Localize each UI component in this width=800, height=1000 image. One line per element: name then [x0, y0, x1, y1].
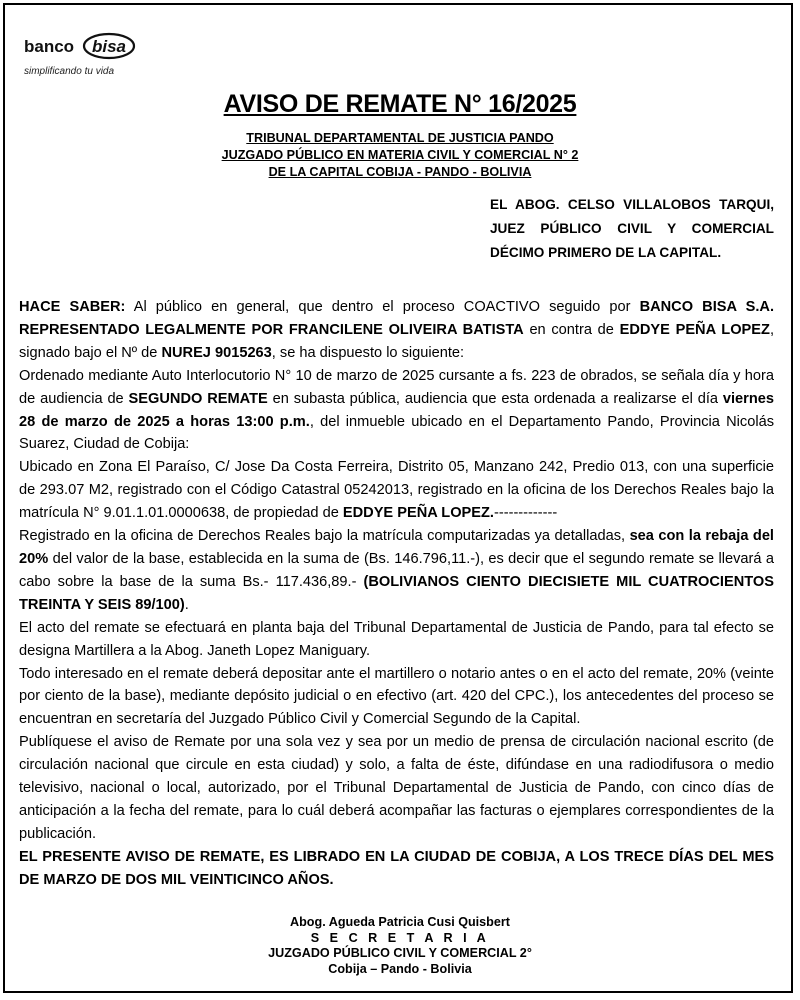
signature-office: JUZGADO PÚBLICO CIVIL Y COMERCIAL 2°: [268, 946, 532, 960]
bold-text-run: BANCO BISA S.A. REPRESENTADO LEGALMENTE POR FRANCILENE OLIVEIRA BATISTA: [19, 299, 774, 338]
text-run: en subasta pública, audiencia que esta ordenada a realizarse el día: [267, 390, 723, 407]
body-paragraph: [19, 731, 774, 846]
bold-text-run: EL PRESENTE AVISO DE REMATE, ES LIBRADO EN LA CIUDAD DE COBIJA, A LOS TRECE DÍAS DEL MES DE MARZO DE DOS MIL VEINTICINCO AÑOS.: [19, 848, 774, 888]
court-line-location: DE LA CAPITAL COBIJA - PANDO - BOLIVIA: [268, 165, 532, 179]
bold-text-run: HACE SABER:: [19, 299, 126, 315]
text-run: Ubicado en Zona El Paraíso, C/ Jose Da Costa Ferreira, Distrito 05, Manzano 242, Predio 013, con una superficie de 293.07 M2, registrado con el Código Catastral 05242013, registrado en la oficina de los Derechos Reales bajo la matrícula N° 9.01.1.01.0000638, de propiedad de: [19, 459, 774, 522]
notice-body: [19, 296, 774, 892]
notice-title: AVISO DE REMATE N° 16/2025: [223, 90, 577, 118]
text-run: Ordenado mediante Auto Interlocutorio N° 10 de marzo de 2025 cursante a fs. 223 de obrados, se señala día y hora de audiencia de: [19, 367, 774, 407]
court-header: [0, 130, 800, 181]
court-line-juzgado: JUZGADO PÚBLICO EN MATERIA CIVIL Y COMERCIAL N° 2: [221, 148, 579, 162]
text-run: Al público en general, que dentro el proceso COACTIVO seguido por: [125, 299, 640, 315]
text-run: , se ha dispuesto lo siguiente:: [271, 344, 465, 361]
bold-text-run: sea con la rebaja del 20%: [19, 528, 774, 567]
text-run: en contra de: [523, 321, 620, 338]
bold-text-run: EDDYE PEÑA LOPEZ.: [342, 505, 494, 522]
text-run: , signado bajo el Nº de: [19, 321, 774, 361]
bold-text-run: SEGUNDO REMATE: [128, 390, 268, 407]
text-run: Publíquese el aviso de Remate por una sola vez y sea por un medio de prensa de circulación nacional escrito (de circulación nacional que circule en esta ciudad) y solo, a falta de éste, difúndase en una radiodifusora o medio televisivo, nacional o local, autorizado, por el Tribunal Departamental de Justicia de Pando, con cinco días de anticipación a la fecha del remate, para lo cuál deberá acompañar las facturas o ejemplares correspondientes de la publicación.: [19, 734, 774, 842]
signature-name: Abog. Agueda Patricia Cusi Quisbert: [290, 915, 510, 929]
logo-tagline: simplificando tu vida: [24, 66, 115, 77]
signature-block: [0, 915, 800, 977]
text-run: Todo interesado en el remate deberá depositar ante el martillero o notario antes o en el acto del remate, 20% (veinte por ciento de la base), mediante depósito judicial o en efectivo (art. 420 del CPC.), los antecedentes del proceso se encuentran en secretaría del Juzgado Público Civil y Comercial Segundo de la Capital.: [19, 665, 774, 728]
text-run: Registrado en la oficina de Derechos Reales bajo la matrícula computarizadas ya detalladas,: [19, 528, 630, 545]
logo-brand-left: banco: [24, 37, 75, 56]
body-paragraph: [19, 456, 774, 525]
logo-brand-right: bisa: [91, 37, 127, 56]
judge-statement: EL ABOG. CELSO VILLALOBOS TARQUI, JUEZ PÚBLICO CIVIL Y COMERCIAL DÉCIMO PRIMERO DE LA CAPITAL.: [490, 197, 774, 260]
body-paragraph: [19, 525, 774, 617]
signature-location: Cobija – Pando - Bolivia: [328, 961, 472, 976]
text-run: del valor de la base, establecida en la suma de (Bs. 146.796,11.-), es decir que el segundo remate se llevará a cabo sobre la base de la suma Bs.- 117.436,89.-: [19, 550, 774, 590]
bold-text-run: NUREJ 9015263: [161, 344, 272, 361]
body-paragraph: [19, 296, 774, 365]
text-run: .: [184, 596, 189, 613]
bold-text-run: EDDYE PEÑA LOPEZ: [619, 321, 770, 338]
signature-role: S E C R E T A R I A: [310, 930, 490, 945]
bold-text-run: viernes 28 de marzo de 2025 a horas 13:00 p.m.: [19, 390, 774, 430]
text-run: El acto del remate se efectuará en planta baja del Tribunal Departamental de Justicia de Pando, para tal efecto se designa Martillera a la Abog. Janeth Lopez Maniguary.: [19, 619, 774, 659]
body-paragraph: [19, 365, 774, 457]
body-paragraph: [19, 846, 774, 892]
body-paragraph: [19, 663, 774, 732]
bold-text-run: (BOLIVIANOS CIENTO DIECISIETE MIL CUATROCIENTOS TREINTA Y SEIS 89/100): [19, 573, 774, 613]
text-run: , del inmueble ubicado en el Departamento Pando, Provincia Nicolás Suarez, Ciudad de Cobija:: [19, 413, 774, 453]
court-line-tribunal: TRIBUNAL DEPARTAMENTAL DE JUSTICIA PANDO: [246, 131, 554, 145]
text-run: -------------: [494, 505, 558, 522]
body-paragraph: [19, 617, 774, 663]
banco-bisa-logo: [24, 32, 144, 80]
